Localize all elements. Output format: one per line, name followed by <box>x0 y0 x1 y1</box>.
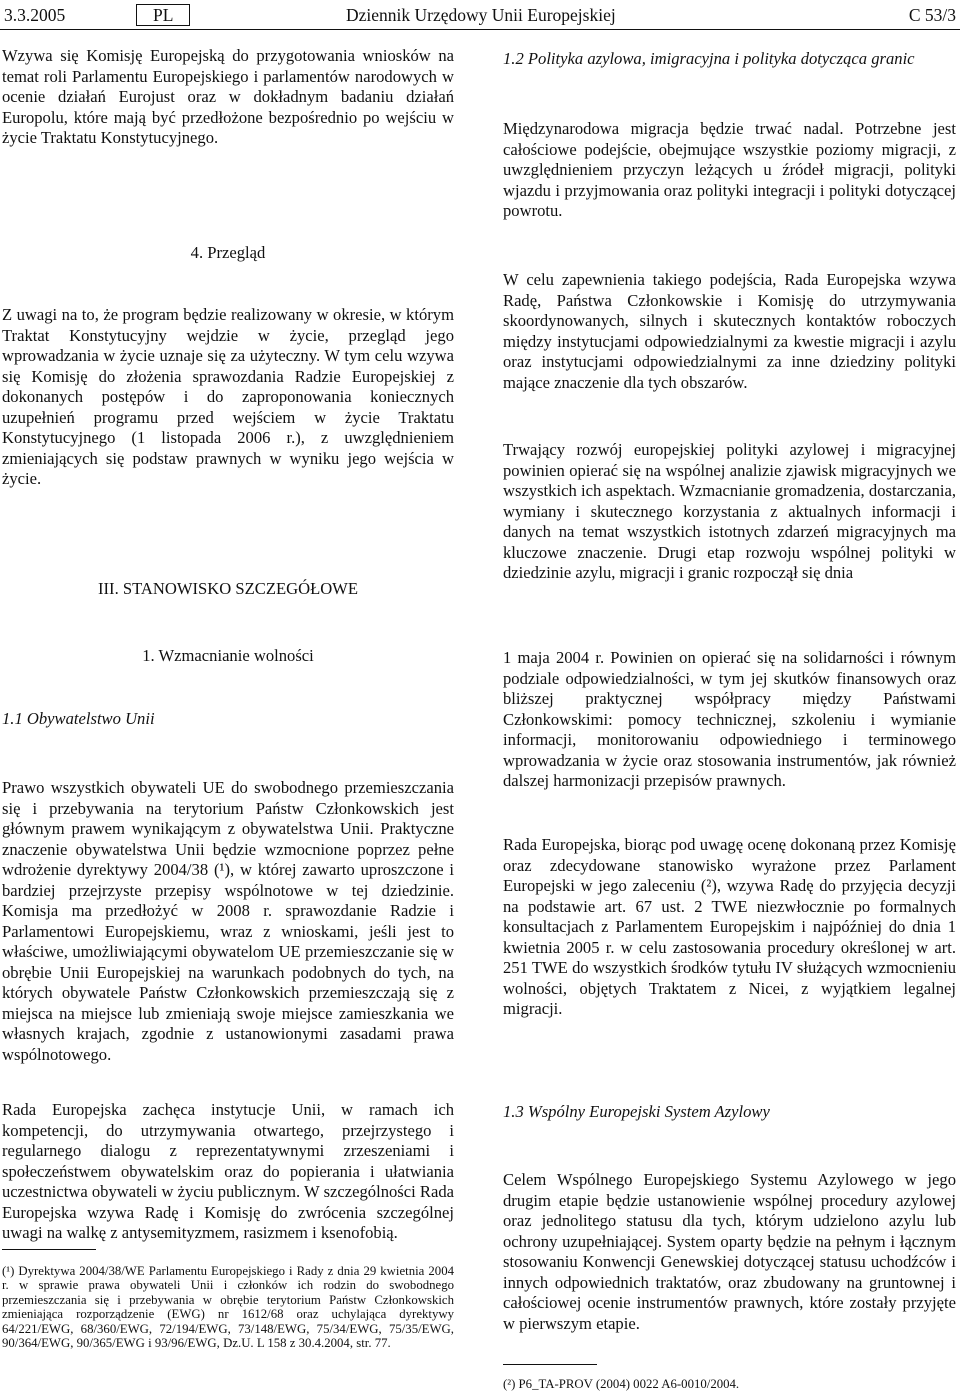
section-4-paragraph: Z uwagi na to, że program będzie realizowany w okresie, w którym Traktat Konstytucyjny wejdzie w życie, przegląd jego wprowadzania w życie uznaje się za użyteczny. W tym celu wzywa się Komisję do złożenia sprawozdania Radzie Europejskiej z dokonanych postępów i do zaproponowania koniecznych uzupełnień programu przed wejściem w życie Traktatu Konstytucyjnego (1 listopada 2006 r.), z uwzględnieniem zmieniających się podstaw prawnych w wyniku jego wejścia w życie. <box>2 305 454 488</box>
page-reference: C 53/3 <box>908 5 956 25</box>
issue-date: 3.3.2005 <box>4 5 66 25</box>
footnote-2: (²) P6_TA-PROV (2004) 0022 A6-0010/2004. <box>503 1377 740 1391</box>
part-3-heading: III. STANOWISKO SZCZEGÓŁOWE <box>98 579 358 598</box>
language-badge: PL <box>136 4 190 26</box>
footnote-1: (¹) Dyrektywa 2004/38/WE Parlamentu Europejskiego i Rady z dnia 29 kwietnia 2004 r. w sprawie prawa obywateli Unii i członków ich rodzin do swobodnego przemieszczania się i przebywania w obrębie terytorium Państw Członkowskich zmieniająca rozporządzenie (EWG) nr 1612/68 oraz uchylająca dyrektywy 64/221/EWG, 68/360/EWG, 72/194/EWG, 73/148/EWG, 75/34/EWG, 75/35/EWG, 90/364/EWG, 90/365/EWG i 93/96/EWG, Dz.U. L 158 z 30.4.2004, str. 77. <box>2 1264 454 1351</box>
section-4-heading: 4. Przegląd <box>190 243 266 262</box>
section-1-heading: 1. Wzmacnianie wolności <box>142 646 314 665</box>
civil-dialogue-paragraph: Rada Europejska zachęca instytucje Unii, w ramach ich kompetencji, do utrzymywania otwartego, przejrzystego i regularnego dialogu z reprezentatywnymi zrzeszeniami i społeczeństwem obywatelskim oraz do popierania i ułatwiania uczestnictwa obywateli w życiu publicznym. W szczególności Rada Europejska wzywa Radę i Komisję do zwrócenia szczególnej uwagi na walkę z antysemityzmem, rasizmem i ksenofobią. <box>2 1100 454 1242</box>
asylum-policy-paragraph: Trwający rozwój europejskiej polityki azylowej i migracyjnej powinien opierać się na wspólnej analizie zjawisk migracyjnych we wszystkich ich aspektach. Wzmacnianie gromadzenia, dostarczania, wymiany i skutecznego korzystania z aktualnych informacji i danych na temat wszystkich istotnych zdarzeń migracyjnych ma kluczowe znaczenie. Drugi etap rozwoju wspólnej polityki w dziedzinie azylu, migracji i granic rozpoczął się dnia <box>503 440 956 582</box>
section-1-1-heading: 1.1 Obywatelstwo Unii <box>2 709 155 728</box>
council-decision-paragraph: Rada Europejska, biorąc pod uwagę ocenę dokonaną przez Komisję oraz zdecydowane stanowisko wyrażone przez Parlament Europejski w jego zaleceniu (²), wzywa Radę do przyjęcia decyzji na podstawie art. 67 ust. 2 TWE niezwłocznie po formalnych konsultacjach z Parlamentem Europejskim i najpóźniej do dnia 1 kwietnia 2005 r. w celu zastosowania procedury określonej w art. 251 TWE do wszystkich środków tytułu IV służących wzmocnieniu wolności, objętych Traktatem z Nicei, z wyjątkiem legalnej migracji. <box>503 835 956 1018</box>
section-1-2-heading: 1.2 Polityka azylowa, imigracyjna i polityka dotycząca granic <box>503 49 915 68</box>
journal-header <box>0 2 960 30</box>
coordination-paragraph: W celu zapewnienia takiego podejścia, Rada Europejska wzywa Radę, Państwa Członkowskie i Komisję do utrzymywania skoordynowanych, silnych i skutecznych kontaktów roboczych między instytucjami odpowiedzialnymi za kwestie migracji i azylu oraz instytucjami odpowiedzialnymi za inne dziedziny polityki mające znaczenie dla tych obszarów. <box>503 270 956 392</box>
solidarity-paragraph: 1 maja 2004 r. Powinien on opierać się na solidarności i równym podziale odpowiedzialności, w tym jej skutków finansowych oraz bliższej praktycznej współpracy między Państwami Członkowskimi: pomocy technicznej, szkoleniu i wymianie informacji, monitorowaniu odpowiedniego i terminowego wprowadzania w życie oraz stosowania instrumentów, jak również dalszej harmonizacji przepisów prawnych. <box>503 648 956 790</box>
header-rule <box>0 29 960 30</box>
section-1-3-heading: 1.3 Wspólny Europejski System Azylowy <box>503 1102 770 1121</box>
journal-title: Dziennik Urzędowy Unii Europejskiej <box>346 5 616 25</box>
citizenship-paragraph: Prawo wszystkich obywateli UE do swobodnego przemieszczania się i przebywania na terytorium Państw Członkowskich jest głównym prawem wynikającym z obywatelstwa Unii. Praktyczne znaczenie obywatelstwa Unii będzie wzmocnione poprzez pełne wdrożenie dyrektywy 2004/38 (¹), w której zawarto uproszczone i bardziej przejrzyste przepisy wspólnotowe w tej dziedzinie. Komisja ma przedłożyć w 2008 r. sprawozdanie Radzie i Parlamentowi Europejskiemu, wraz z wnioskami, jeśli jest to właściwe, umożliwiającymi obywatelom UE przemieszczanie się w obrębie Unii Europejskiej na warunkach podobnych do tych, na których obywatele Państw Członkowskich przemieszczają się z miejsca na miejsce lub zmieniają swoje miejsce zamieszkania we własnych krajach, zgodnie z ustanowionymi zasadami prawa wspólnotowego. <box>2 778 454 1064</box>
ceas-paragraph: Celem Wspólnego Europejskiego Systemu Azylowego w jego drugim etapie będzie ustanowienie wspólnej procedury azylowej oraz jednolitego statusu dla tych, którym udzielono azylu lub ochrony uzupełniającej. System oparty będzie na pełnym i łącznym stosowaniu Konwencji Genewskiej dotyczącej statusu uchodźców i innych odpowiednich traktatów, oraz zbudowany na gruntownej i całościowej ocenie instrumentów prawnych, które zostały przyjęte w pierwszym etapie. <box>503 1170 956 1333</box>
intro-paragraph: Wzywa się Komisję Europejską do przygotowania wniosków na temat roli Parlamentu Europejskiego i parlamentów narodowych w ocenie działań Eurojust oraz w dokładnym badaniu działań Europolu, które mają być przedłożone bezpośrednio po wejściu w życie Traktatu Konstytucyjnego. <box>2 46 454 147</box>
footnote-rule-left <box>2 1249 96 1250</box>
footnote-rule-right <box>503 1364 597 1365</box>
migration-paragraph: Międzynarodowa migracja będzie trwać nadal. Potrzebne jest całościowe podejście, obejmujące wszystkie poziomy migracji, z uwzględnieniem przyczyn leżących u źródeł migracji, polityki wjazdu i przyjmowania oraz polityki integracji i polityki dotyczącej powrotu. <box>503 119 956 220</box>
